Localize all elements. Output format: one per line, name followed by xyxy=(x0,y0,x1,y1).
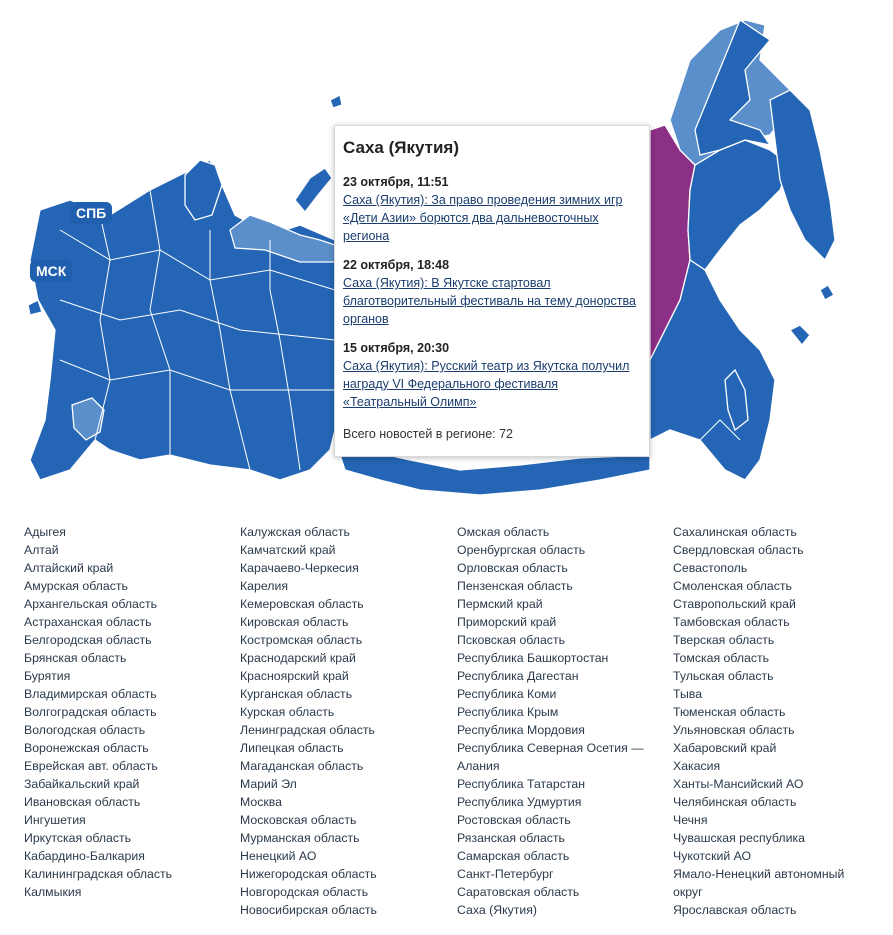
news-link[interactable]: Саха (Якутия): В Якутске стартовал благотворительный фестиваль на тему донорства органов xyxy=(343,276,636,326)
region-list-column-1 xyxy=(24,523,234,901)
region-link[interactable]: Республика Мордовия xyxy=(457,723,585,737)
news-item xyxy=(343,174,641,245)
region-link[interactable]: Сахалинская область xyxy=(673,525,797,539)
region-link[interactable]: Мурманская область xyxy=(240,831,360,845)
region-link[interactable]: Санкт-Петербург xyxy=(457,867,554,881)
region-link[interactable]: Омская область xyxy=(457,525,550,539)
region-link[interactable]: Кемеровская область xyxy=(240,597,364,611)
region-link[interactable]: Белгородская область xyxy=(24,633,152,647)
region-link[interactable]: Ярославская область xyxy=(673,903,797,917)
region-link[interactable]: Алтайский край xyxy=(24,561,114,575)
region-link[interactable]: Краснодарский край xyxy=(240,651,356,665)
region-link[interactable]: Москва xyxy=(240,795,282,809)
news-item xyxy=(343,340,641,411)
region-link[interactable]: Амурская область xyxy=(24,579,128,593)
region-link[interactable]: Кировская область xyxy=(240,615,349,629)
news-item xyxy=(343,257,641,328)
region-link[interactable]: Воронежская область xyxy=(24,741,149,755)
region-link[interactable]: Орловская область xyxy=(457,561,568,575)
map-region-novaya-zemlya[interactable] xyxy=(295,168,332,212)
region-link[interactable]: Ставропольский край xyxy=(673,597,796,611)
region-link[interactable]: Ивановская область xyxy=(24,795,141,809)
map-region-kamchatka[interactable] xyxy=(770,90,835,260)
region-link[interactable]: Чувашская республика xyxy=(673,831,805,845)
region-link[interactable]: Смоленская область xyxy=(673,579,792,593)
region-link[interactable]: Красноярский край xyxy=(240,669,349,683)
region-link[interactable]: Приморский край xyxy=(457,615,557,629)
map-region-kurils[interactable] xyxy=(790,325,810,345)
region-link[interactable]: Тыва xyxy=(673,687,703,701)
region-link[interactable]: Костромская область xyxy=(240,633,363,647)
region-link[interactable]: Тюменская область xyxy=(673,705,786,719)
region-link[interactable]: Свердловская область xyxy=(673,543,804,557)
map-region-kurils-2[interactable] xyxy=(820,285,834,300)
region-link[interactable]: Алтай xyxy=(24,543,59,557)
region-link[interactable]: Вологодская область xyxy=(24,723,146,737)
region-link[interactable]: Карачаево-Черкесия xyxy=(240,561,359,575)
region-link[interactable]: Ульяновская область xyxy=(673,723,795,737)
region-link[interactable]: Брянская область xyxy=(24,651,127,665)
region-link[interactable]: Московская область xyxy=(240,813,357,827)
region-link[interactable]: Иркутская область xyxy=(24,831,132,845)
region-link[interactable]: Карелия xyxy=(240,579,288,593)
region-link[interactable]: Архангельская область xyxy=(24,597,158,611)
news-date: 15 октября, 20:30 xyxy=(343,341,450,355)
region-list-column-2 xyxy=(240,523,450,919)
region-link[interactable]: Марий Эл xyxy=(240,777,297,791)
news-date: 23 октября, 11:51 xyxy=(343,175,449,189)
region-link[interactable]: Бурятия xyxy=(24,669,71,683)
region-link[interactable]: Адыгея xyxy=(24,525,66,539)
region-link[interactable]: Чукотский АО xyxy=(673,849,752,863)
region-link[interactable]: Пензенская область xyxy=(457,579,573,593)
region-link[interactable]: Оренбургская область xyxy=(457,543,586,557)
region-link[interactable]: Челябинская область xyxy=(673,795,797,809)
region-link[interactable]: Республика Башкортостан xyxy=(457,651,609,665)
region-link[interactable]: Республика Коми xyxy=(457,687,557,701)
spb-badge[interactable]: СПБ xyxy=(70,202,112,224)
region-link[interactable]: Республика Северная Осетия — Алания xyxy=(457,741,644,773)
region-link[interactable]: Пермский край xyxy=(457,597,543,611)
region-link[interactable]: Волгоградская область xyxy=(24,705,157,719)
news-link[interactable]: Саха (Якутия): Русский театр из Якутска получил награду VI Федерального фестиваля «Театральный Олимп» xyxy=(343,359,630,409)
region-link[interactable]: Саха (Якутия) xyxy=(457,903,538,917)
region-popup xyxy=(334,125,650,457)
region-link[interactable]: Ленинградская область xyxy=(240,723,375,737)
msk-badge[interactable]: МСК xyxy=(30,260,72,282)
region-link[interactable]: Рязанская область xyxy=(457,831,565,845)
popup-total-count: Всего новостей в регионе: 72 xyxy=(343,427,514,441)
region-link[interactable]: Калининградская область xyxy=(24,867,173,881)
region-link[interactable]: Забайкальский край xyxy=(24,777,140,791)
region-link[interactable]: Тверская область xyxy=(673,633,775,647)
region-link[interactable]: Тамбовская область xyxy=(673,615,790,629)
region-link[interactable]: Томская область xyxy=(673,651,770,665)
region-link[interactable]: Магаданская область xyxy=(240,759,364,773)
region-link[interactable]: Тульская область xyxy=(673,669,774,683)
region-link[interactable]: Самарская область xyxy=(457,849,570,863)
region-link[interactable]: Республика Крым xyxy=(457,705,559,719)
region-link[interactable]: Псковская область xyxy=(457,633,565,647)
region-link[interactable]: Кабардино-Балкария xyxy=(24,849,145,863)
region-link[interactable]: Хакасия xyxy=(673,759,721,773)
region-link[interactable]: Липецкая область xyxy=(240,741,344,755)
region-link[interactable]: Республика Удмуртия xyxy=(457,795,582,809)
region-link[interactable]: Ханты-Мансийский АО xyxy=(673,777,804,791)
region-link[interactable]: Республика Дагестан xyxy=(457,669,579,683)
region-link[interactable]: Ростовская область xyxy=(457,813,571,827)
region-link[interactable]: Курганская область xyxy=(240,687,353,701)
news-link[interactable]: Саха (Якутия): За право проведения зимних игр «Дети Азии» борются два дальневосточных региона xyxy=(343,193,623,243)
region-link[interactable]: Республика Татарстан xyxy=(457,777,586,791)
region-link[interactable]: Нижегородская область xyxy=(240,867,377,881)
region-link[interactable]: Калужская область xyxy=(240,525,350,539)
region-list-column-3 xyxy=(457,523,667,919)
region-link[interactable]: Чечня xyxy=(673,813,708,827)
region-link[interactable]: Новгородская область xyxy=(240,885,369,899)
region-link[interactable]: Ненецкий АО xyxy=(240,849,317,863)
map-region-island-north[interactable] xyxy=(330,95,342,108)
region-link[interactable]: Ямало-Ненецкий автономный округ xyxy=(673,867,845,899)
region-link[interactable]: Еврейская авт. область xyxy=(24,759,158,773)
region-link[interactable]: Ингушетия xyxy=(24,813,86,827)
region-link[interactable]: Новосибирская область xyxy=(240,903,377,917)
popup-title: Саха (Якутия) xyxy=(343,138,459,157)
region-link[interactable]: Калмыкия xyxy=(24,885,82,899)
region-link[interactable]: Курская область xyxy=(240,705,335,719)
region-link[interactable]: Камчатский край xyxy=(240,543,336,557)
region-link[interactable]: Хабаровский край xyxy=(673,741,777,755)
region-link[interactable]: Астраханская область xyxy=(24,615,152,629)
region-link[interactable]: Севастополь xyxy=(673,561,748,575)
region-list-column-4 xyxy=(673,523,863,919)
region-link[interactable]: Владимирская область xyxy=(24,687,157,701)
region-link[interactable]: Саратовская область xyxy=(457,885,580,899)
news-date: 22 октября, 18:48 xyxy=(343,258,450,272)
